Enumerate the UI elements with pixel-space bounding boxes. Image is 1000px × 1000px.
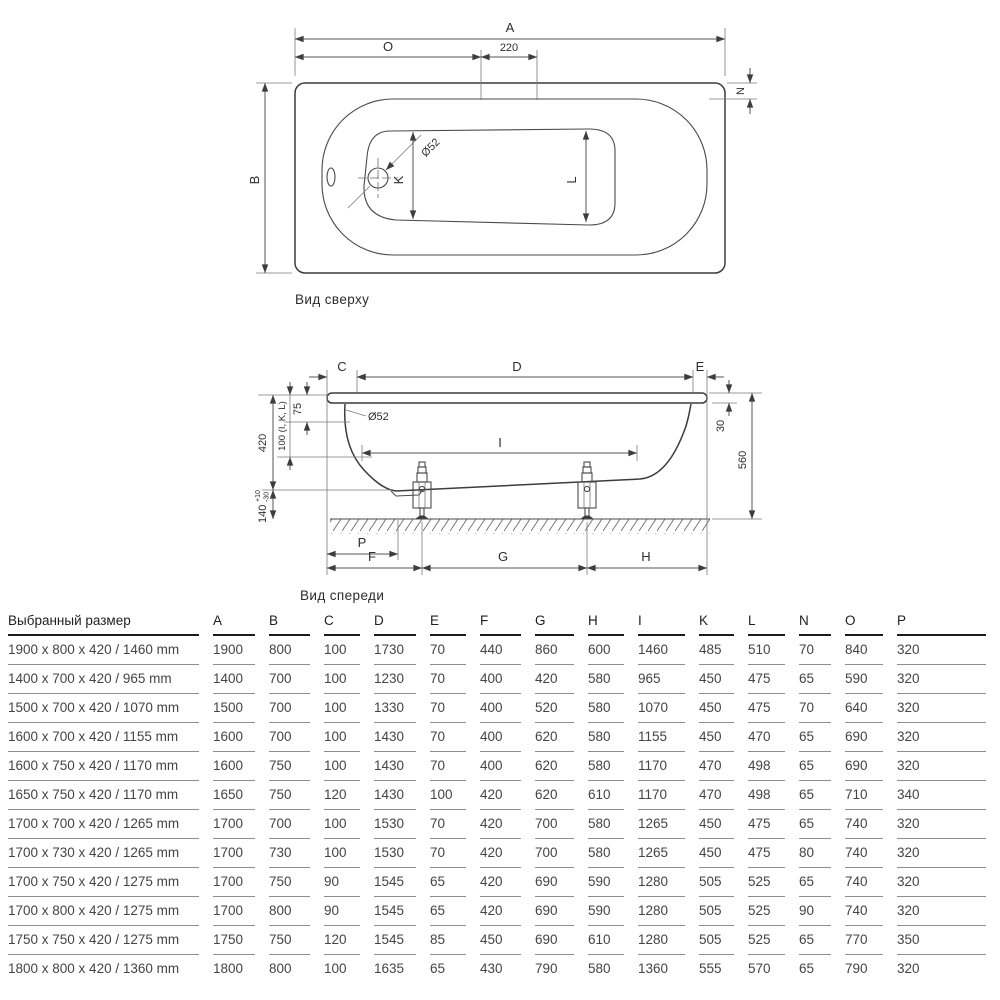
dim-30-label: 30 (715, 419, 727, 433)
size-cell: 1700 x 750 x 420 / 1275 mm (8, 868, 213, 897)
header-row (8, 608, 1000, 636)
value-cell: 590 (588, 897, 638, 926)
dim-75-label: 75 (292, 402, 304, 416)
value-cell: 1545 (374, 926, 430, 955)
dim-G-label: G (497, 549, 509, 564)
value-cell: 1400 (213, 665, 269, 694)
dim-O-label: O (382, 39, 394, 54)
ground-hatch (330, 520, 710, 534)
value-cell: 100 (324, 665, 374, 694)
value-cell: 340 (897, 781, 1000, 810)
value-cell: 65 (430, 897, 480, 926)
value-cell: 70 (430, 723, 480, 752)
value-cell: 470 (699, 781, 748, 810)
value-cell: 1280 (638, 897, 699, 926)
value-cell: 790 (535, 961, 558, 976)
value-cell: 740 (845, 868, 897, 897)
size-cell: 1900 x 800 x 420 / 1460 mm (8, 636, 213, 665)
column-header: B (269, 608, 324, 636)
size-cell: 1700 x 800 x 420 / 1275 mm (8, 897, 213, 926)
value-cell: 1330 (374, 694, 430, 723)
drain-diameter-label: Ø52 (419, 136, 443, 160)
value-cell: 1700 (213, 839, 269, 868)
value-cell: 100 (324, 723, 374, 752)
value-cell: 498 (748, 781, 799, 810)
column-header: H (588, 608, 638, 636)
value-cell: 700 (269, 723, 324, 752)
value-cell: 1750 (213, 926, 269, 955)
value-cell: 590 (588, 868, 638, 897)
table-body (8, 636, 1000, 983)
value-cell: 640 (845, 694, 897, 723)
value-cell: 690 (845, 752, 897, 781)
value-cell: 320 (897, 839, 1000, 868)
value-cell: 320 (897, 868, 1000, 897)
value-cell: 505 (699, 897, 748, 926)
size-cell: 1600 x 750 x 420 / 1170 mm (8, 752, 213, 781)
value-cell: 420 (480, 810, 535, 839)
value-cell: 1700 (213, 897, 269, 926)
value-cell: 1600 (213, 752, 269, 781)
value-cell: 590 (845, 665, 897, 694)
size-cell: 1500 x 700 x 420 / 1070 mm (8, 694, 213, 723)
value-cell: 70 (430, 636, 480, 665)
value-cell: 65 (799, 926, 845, 955)
dim-100-label: 100 (I, K, L) (277, 401, 288, 451)
value-cell: 320 (897, 723, 1000, 752)
value-cell: 1530 (374, 839, 430, 868)
value-cell: 120 (324, 781, 374, 810)
value-cell: 90 (799, 897, 845, 926)
value-cell: 1265 (638, 810, 699, 839)
column-header: D (374, 608, 430, 636)
table-row (8, 897, 1000, 926)
value-cell: 320 (897, 752, 1000, 781)
front-view-caption: Вид спереди (300, 588, 385, 603)
value-cell: 470 (748, 723, 799, 752)
size-cell: 1400 x 700 x 420 / 965 mm (8, 665, 213, 694)
value-cell: 498 (748, 752, 799, 781)
value-cell: 450 (699, 810, 748, 839)
value-cell: 800 (269, 961, 292, 976)
table-row (8, 781, 1000, 810)
value-cell: 580 (588, 752, 638, 781)
size-cell: 1700 x 730 x 420 / 1265 mm (8, 839, 213, 868)
svg-text:-30: -30 (263, 491, 271, 502)
value-cell: 100 (324, 752, 374, 781)
value-cell: 1600 (213, 723, 269, 752)
value-cell: 320 (897, 665, 1000, 694)
value-cell: 420 (480, 897, 535, 926)
dim-560-label: 560 (737, 450, 749, 470)
value-cell: 400 (480, 752, 535, 781)
value-cell: 100 (324, 839, 374, 868)
value-cell: 1530 (374, 810, 430, 839)
front-view (255, 359, 762, 603)
column-header: I (638, 608, 699, 636)
dim-P-label: P (357, 535, 367, 550)
value-cell: 475 (748, 665, 799, 694)
value-cell: 320 (897, 961, 920, 976)
value-cell: 690 (535, 868, 588, 897)
value-cell: 740 (845, 810, 897, 839)
column-header: E (430, 608, 480, 636)
column-header: N (799, 608, 845, 636)
dim-140-label (255, 490, 271, 523)
value-cell: 1360 (638, 961, 669, 976)
value-cell: 1545 (374, 868, 430, 897)
column-header: K (699, 608, 748, 636)
dim-B-label: B (247, 175, 262, 185)
value-cell: 700 (269, 694, 324, 723)
column-header: A (213, 608, 269, 636)
value-cell: 610 (588, 926, 638, 955)
value-cell: 1230 (374, 665, 430, 694)
value-cell: 1265 (638, 839, 699, 868)
dim-N-label: N (735, 87, 747, 95)
value-cell: 470 (699, 752, 748, 781)
dim-D-label: D (512, 359, 522, 374)
size-cell: 1600 x 700 x 420 / 1155 mm (8, 723, 213, 752)
svg-text:+10: +10 (255, 490, 262, 502)
value-cell: 690 (845, 723, 897, 752)
value-cell: 1800 (213, 961, 244, 976)
value-cell: 100 (324, 636, 374, 665)
value-cell: 450 (699, 723, 748, 752)
value-cell: 555 (699, 961, 722, 976)
rim-profile (327, 393, 707, 403)
table-row (8, 810, 1000, 839)
dim-C-label: C (337, 359, 347, 374)
value-cell: 100 (324, 810, 374, 839)
table-row (8, 636, 1000, 665)
value-cell: 700 (535, 810, 588, 839)
value-cell: 770 (845, 926, 897, 955)
value-cell: 320 (897, 810, 1000, 839)
value-cell: 750 (269, 868, 324, 897)
value-cell: 65 (799, 810, 845, 839)
table-row (8, 752, 1000, 781)
table-row (8, 839, 1000, 868)
svg-text:140: 140 (257, 504, 269, 523)
column-header: Выбранный размер (8, 608, 213, 636)
value-cell: 750 (269, 781, 324, 810)
value-cell: 320 (897, 694, 1000, 723)
value-cell: 1650 (213, 781, 269, 810)
size-cell: 1800 x 800 x 420 / 1360 mm (8, 961, 180, 976)
table-row (8, 665, 1000, 694)
value-cell: 610 (588, 781, 638, 810)
value-cell: 70 (799, 694, 845, 723)
value-cell: 1730 (374, 636, 430, 665)
value-cell: 420 (480, 781, 535, 810)
value-cell: 800 (269, 636, 324, 665)
value-cell: 860 (535, 636, 588, 665)
value-cell: 65 (799, 781, 845, 810)
value-cell: 1700 (213, 868, 269, 897)
value-cell: 65 (430, 868, 480, 897)
value-cell: 600 (588, 636, 638, 665)
column-header: G (535, 608, 588, 636)
value-cell: 320 (897, 636, 1000, 665)
value-cell: 450 (480, 926, 535, 955)
value-cell: 505 (699, 926, 748, 955)
value-cell: 690 (535, 897, 588, 926)
value-cell: 65 (799, 868, 845, 897)
value-cell: 620 (535, 781, 588, 810)
value-cell: 1635 (374, 961, 405, 976)
value-cell: 450 (699, 665, 748, 694)
value-cell: 750 (269, 926, 324, 955)
value-cell: 1545 (374, 897, 430, 926)
overflow-hole (327, 168, 335, 186)
value-cell: 580 (588, 665, 638, 694)
value-cell: 1070 (638, 694, 699, 723)
value-cell: 420 (480, 868, 535, 897)
top-view-caption: Вид сверху (295, 292, 370, 307)
value-cell: 620 (535, 723, 588, 752)
column-header: P (897, 608, 1000, 636)
value-cell: 750 (269, 752, 324, 781)
value-cell: 120 (324, 926, 374, 955)
value-cell: 70 (430, 839, 480, 868)
value-cell: 100 (324, 961, 347, 976)
value-cell: 450 (699, 839, 748, 868)
value-cell: 520 (535, 694, 588, 723)
dim-E-label: E (695, 359, 705, 374)
value-cell: 320 (897, 897, 1000, 926)
value-cell: 420 (535, 665, 588, 694)
value-cell: 440 (480, 636, 535, 665)
dim-K-label: K (391, 175, 406, 185)
value-cell: 1280 (638, 868, 699, 897)
table-row (8, 955, 1000, 983)
size-cell: 1700 x 700 x 420 / 1265 mm (8, 810, 213, 839)
value-cell: 965 (638, 665, 699, 694)
tub-body-outline (345, 404, 691, 491)
table-row (8, 694, 1000, 723)
value-cell: 1430 (374, 781, 430, 810)
value-cell: 70 (430, 665, 480, 694)
value-cell: 580 (588, 694, 638, 723)
value-cell: 85 (430, 926, 480, 955)
tub-inner-rim (322, 99, 707, 255)
value-cell: 690 (535, 926, 588, 955)
value-cell: 485 (699, 636, 748, 665)
value-cell: 475 (748, 810, 799, 839)
size-cell: 1650 x 750 x 420 / 1170 mm (8, 781, 213, 810)
value-cell: 65 (799, 961, 815, 976)
value-cell: 580 (588, 810, 638, 839)
value-cell: 800 (269, 897, 324, 926)
value-cell: 525 (748, 926, 799, 955)
column-header: L (748, 608, 799, 636)
value-cell: 70 (430, 810, 480, 839)
value-cell: 100 (324, 694, 374, 723)
value-cell: 420 (480, 839, 535, 868)
value-cell: 430 (480, 961, 503, 976)
table-row (8, 723, 1000, 752)
table-row (8, 926, 1000, 955)
value-cell: 65 (799, 752, 845, 781)
value-cell: 1500 (213, 694, 269, 723)
value-cell: 700 (269, 665, 324, 694)
value-cell: 525 (748, 868, 799, 897)
value-cell: 580 (588, 961, 611, 976)
value-cell: 1170 (638, 752, 699, 781)
dim-F-label: F (368, 549, 376, 564)
value-cell: 1280 (638, 926, 699, 955)
column-header: C (324, 608, 374, 636)
value-cell: 525 (748, 897, 799, 926)
value-cell: 1155 (638, 723, 699, 752)
dim-A-label: A (505, 20, 515, 35)
dim-420-label: 420 (257, 433, 269, 453)
adjustable-foot-right (578, 462, 596, 519)
dim-I-label: I (498, 435, 502, 450)
size-cell: 1750 x 750 x 420 / 1275 mm (8, 926, 213, 955)
value-cell: 70 (430, 752, 480, 781)
value-cell: 90 (324, 897, 374, 926)
value-cell: 1430 (374, 752, 430, 781)
value-cell: 65 (430, 961, 446, 976)
column-header: O (845, 608, 897, 636)
value-cell: 730 (269, 839, 324, 868)
top-view (247, 20, 757, 307)
value-cell: 65 (799, 723, 845, 752)
value-cell: 505 (699, 868, 748, 897)
value-cell: 70 (799, 636, 845, 665)
value-cell: 790 (845, 961, 868, 976)
value-cell: 1430 (374, 723, 430, 752)
value-cell: 510 (748, 636, 799, 665)
dimensions-table (8, 608, 1000, 983)
value-cell: 90 (324, 868, 374, 897)
value-cell: 400 (480, 665, 535, 694)
value-cell: 1170 (638, 781, 699, 810)
dim-220-label: 220 (499, 42, 519, 54)
value-cell: 1900 (213, 636, 269, 665)
column-header: F (480, 608, 535, 636)
value-cell: 580 (588, 723, 638, 752)
value-cell: 400 (480, 694, 535, 723)
dim-H-label: H (641, 549, 651, 564)
value-cell: 80 (799, 839, 845, 868)
value-cell: 700 (535, 839, 588, 868)
value-cell: 70 (430, 694, 480, 723)
value-cell: 350 (897, 926, 1000, 955)
value-cell: 580 (588, 839, 638, 868)
value-cell: 1700 (213, 810, 269, 839)
value-cell: 475 (748, 694, 799, 723)
overflow-diameter-label: Ø52 (368, 411, 389, 423)
value-cell: 740 (845, 897, 897, 926)
value-cell: 570 (748, 961, 771, 976)
value-cell: 700 (269, 810, 324, 839)
value-cell: 1460 (638, 636, 699, 665)
value-cell: 840 (845, 636, 897, 665)
value-cell: 710 (845, 781, 897, 810)
table-row (8, 868, 1000, 897)
value-cell: 400 (480, 723, 535, 752)
value-cell: 450 (699, 694, 748, 723)
value-cell: 475 (748, 839, 799, 868)
value-cell: 620 (535, 752, 588, 781)
dim-L-label: L (564, 176, 579, 184)
value-cell: 100 (430, 781, 480, 810)
value-cell: 740 (845, 839, 897, 868)
value-cell: 65 (799, 665, 845, 694)
